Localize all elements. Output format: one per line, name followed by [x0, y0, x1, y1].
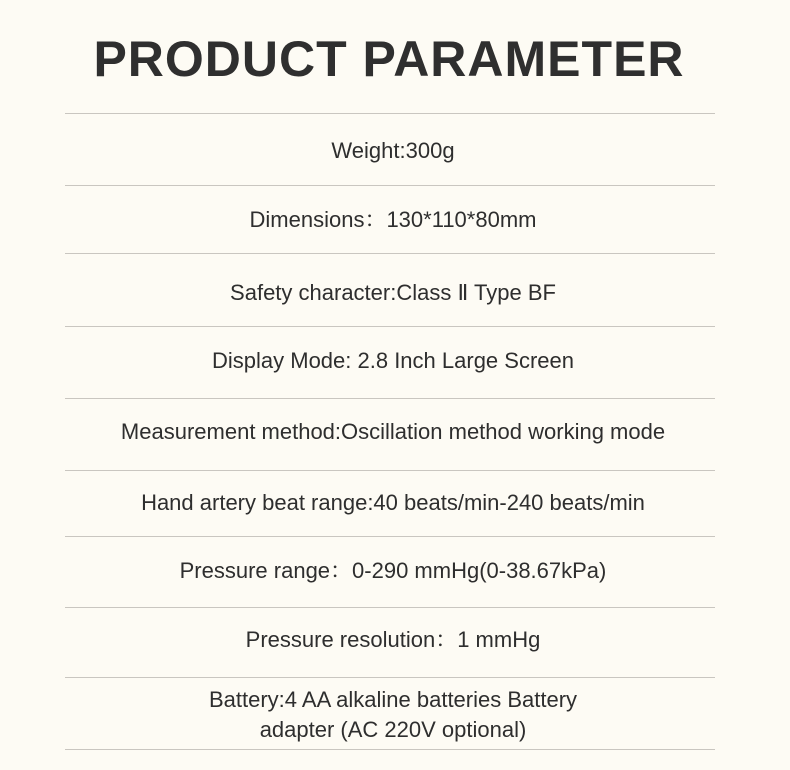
parameter-pressure-range: Pressure range：0-290 mmHg(0-38.67kPa)	[179, 558, 607, 583]
divider	[65, 536, 715, 537]
page-title: PRODUCT PARAMETER	[93, 31, 685, 87]
parameter-battery: Battery:4 AA alkaline batteries Battery adapter (AC 220V optional)	[208, 687, 578, 742]
divider	[65, 185, 715, 186]
parameter-measurement-method: Measurement method:Oscillation method working mode	[120, 419, 666, 444]
parameter-dimensions: Dimensions：130*110*80mm	[249, 207, 537, 232]
divider	[65, 607, 715, 608]
parameter-beat-range: Hand artery beat range:40 beats/min-240 beats/min	[141, 490, 645, 515]
parameter-display-mode: Display Mode: 2.8 Inch Large Screen	[212, 348, 574, 373]
divider	[65, 113, 715, 114]
divider	[65, 677, 715, 678]
divider	[65, 749, 715, 750]
divider	[65, 470, 715, 471]
parameter-weight: Weight:300g	[331, 138, 455, 163]
divider	[65, 253, 715, 254]
divider	[65, 326, 715, 327]
divider	[65, 398, 715, 399]
parameter-pressure-resolution: Pressure resolution：1 mmHg	[245, 627, 541, 652]
parameter-safety-character: Safety character:Class Ⅱ Type BF	[230, 280, 556, 305]
